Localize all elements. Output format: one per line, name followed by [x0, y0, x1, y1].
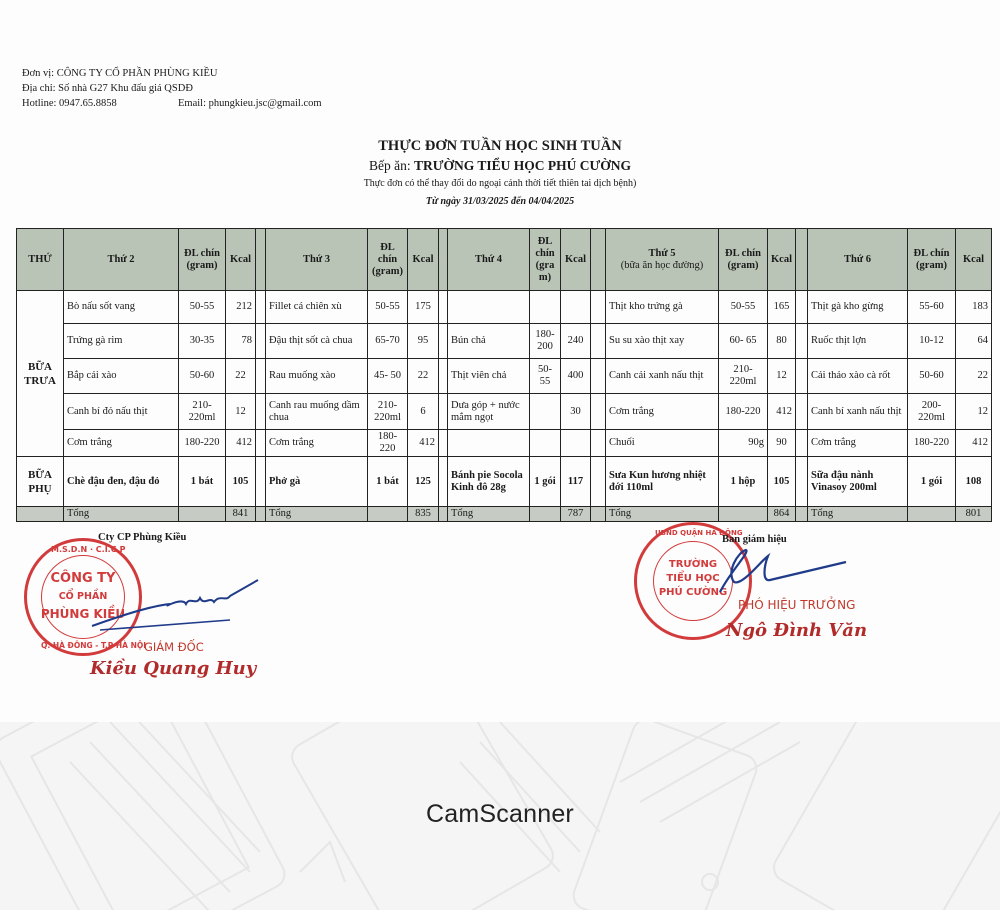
- col-header-thu: THỨ: [17, 229, 64, 291]
- table-row: [17, 359, 992, 394]
- dl-cell: 50-55: [368, 291, 408, 324]
- kcal-cell: 212: [226, 291, 256, 324]
- vice-principal-name: Ngô Đình Văn: [726, 620, 868, 641]
- col-header-day: Thứ 4: [448, 229, 530, 291]
- spacer-cell: [796, 324, 808, 359]
- dl-cell: 50-60: [179, 359, 226, 394]
- spacer-cell: [796, 394, 808, 430]
- kcal-cell: 30: [561, 394, 591, 430]
- col-header-dl: ĐL chín (gram): [908, 229, 956, 291]
- spacer-cell: [439, 430, 448, 457]
- dl-cell: 50-60: [908, 359, 956, 394]
- total-kcal: 787: [561, 507, 591, 522]
- col-header-day: [606, 229, 719, 291]
- kcal-cell: 95: [408, 324, 439, 359]
- dl-cell: 90g: [719, 430, 768, 457]
- total-blank: [179, 507, 226, 522]
- stamp-line: CỔ PHẦN: [58, 591, 108, 602]
- day-name: Thứ 5: [648, 247, 676, 259]
- spacer-cell: [256, 324, 266, 359]
- kitchen-line: [0, 158, 1000, 174]
- dish-cell: Trứng gà rim: [64, 324, 179, 359]
- org-email: Email: phungkieu.jsc@gmail.com: [178, 98, 322, 109]
- spacer-cell: [591, 457, 606, 507]
- spacer-cell: [591, 324, 606, 359]
- kcal-cell: 12: [768, 359, 796, 394]
- col-header-day: Thứ 2: [64, 229, 179, 291]
- dish-cell: Canh bí xanh nấu thịt: [808, 394, 908, 430]
- signature-scribble-icon: [90, 566, 260, 636]
- spacer-cell: [439, 457, 448, 507]
- table-row: [17, 324, 992, 359]
- spacer-cell: [439, 324, 448, 359]
- col-header-dl: ĐL chín (gram): [368, 229, 408, 291]
- stamp-ring-top: UBND QUẬN HÀ ĐÔNG: [655, 529, 743, 537]
- dl-cell: 180-220: [179, 430, 226, 457]
- total-label: Tổng: [808, 507, 908, 522]
- spacer-cell: [796, 507, 808, 522]
- total-kcal: 841: [226, 507, 256, 522]
- dish-cell: Bắp cải xào: [64, 359, 179, 394]
- col-header-kcal: Kcal: [956, 229, 992, 291]
- dish-cell: Cơm trắng: [266, 430, 368, 457]
- spacer-cell: [439, 291, 448, 324]
- dish-cell: Bánh pie Socola Kinh đô 28g: [448, 457, 530, 507]
- col-header-day: Thứ 3: [266, 229, 368, 291]
- camscanner-watermark-footer: [0, 722, 1000, 910]
- director-title: GIÁM ĐỐC: [144, 640, 204, 654]
- col-header-dl: ĐL chín (gram): [179, 229, 226, 291]
- dl-cell: 180-200: [530, 324, 561, 359]
- dl-cell: 45- 50: [368, 359, 408, 394]
- dl-cell: 210-220ml: [719, 359, 768, 394]
- total-kcal: 801: [956, 507, 992, 522]
- dl-cell: 180-220: [908, 430, 956, 457]
- spacer-cell: [256, 394, 266, 430]
- dl-cell: 210-220ml: [368, 394, 408, 430]
- dish-cell: Thịt kho trứng gà: [606, 291, 719, 324]
- dish-cell: Sưa Kun hương nhiệt đới 110ml: [606, 457, 719, 507]
- school-signature-block: [620, 522, 920, 672]
- dl-cell: 180-220: [368, 430, 408, 457]
- dl-cell: 1 bát: [179, 457, 226, 507]
- kcal-cell: 240: [561, 324, 591, 359]
- stamp-line: CÔNG TY: [50, 571, 116, 586]
- col-header-kcal: Kcal: [768, 229, 796, 291]
- meal-label-lunch: BỮA TRƯA: [17, 291, 64, 457]
- dish-cell: Dưa góp + nước mắm ngọt: [448, 394, 530, 430]
- kcal-cell: 412: [408, 430, 439, 457]
- spacer-cell: [591, 394, 606, 430]
- table-row-snack: [17, 457, 992, 507]
- spacer-col: [796, 229, 808, 291]
- dl-cell: 65-70: [368, 324, 408, 359]
- dl-cell: 200-220ml: [908, 394, 956, 430]
- kcal-cell: 78: [226, 324, 256, 359]
- kcal-cell: 22: [226, 359, 256, 394]
- dl-cell: 10-12: [908, 324, 956, 359]
- spacer-cell: [591, 507, 606, 522]
- dish-cell: Ruốc thịt lợn: [808, 324, 908, 359]
- org-unit: Đơn vị: CÔNG TY CỔ PHẦN PHÙNG KIỀU: [22, 68, 218, 79]
- camscanner-brand: CamScanner: [426, 800, 574, 828]
- dl-cell: [530, 394, 561, 430]
- kitchen-name: TRƯỜNG TIỂU HỌC PHÚ CƯỜNG: [413, 158, 631, 173]
- dish-cell: Rau muống xào: [266, 359, 368, 394]
- dish-cell: Canh cải xanh nấu thịt: [606, 359, 719, 394]
- spacer-cell: [591, 359, 606, 394]
- total-blank: [530, 507, 561, 522]
- kcal-cell: 108: [956, 457, 992, 507]
- company-label: Cty CP Phùng Kiều: [98, 532, 187, 543]
- kitchen-prefix: Bếp ăn:: [368, 158, 414, 173]
- kcal-cell: 412: [768, 394, 796, 430]
- dish-cell: Thịt viên chả: [448, 359, 530, 394]
- school-label: Ban giám hiệu: [722, 534, 787, 545]
- meal-label-snack: BỮA PHỤ: [17, 457, 64, 507]
- dl-cell: 50-55: [530, 359, 561, 394]
- col-header-dl: ĐL chín (gram): [719, 229, 768, 291]
- dish-cell: Cải thảo xào cà rốt: [808, 359, 908, 394]
- kcal-cell: 90: [768, 430, 796, 457]
- spacer-cell: [256, 291, 266, 324]
- dish-cell: Thịt gà kho gừng: [808, 291, 908, 324]
- spacer-cell: [796, 359, 808, 394]
- org-address: Địa chỉ: Số nhà G27 Khu đấu giá QSDĐ: [22, 83, 193, 94]
- total-label: Tổng: [266, 507, 368, 522]
- stamp-line: TRƯỜNG: [668, 559, 718, 570]
- kcal-cell: 105: [226, 457, 256, 507]
- total-blank: [719, 507, 768, 522]
- col-header-dl: ĐL chín (gra m): [530, 229, 561, 291]
- dl-cell: 55-60: [908, 291, 956, 324]
- total-label: Tổng: [606, 507, 719, 522]
- dish-cell: Chuối: [606, 430, 719, 457]
- table-row: [17, 430, 992, 457]
- company-signature-block: [20, 530, 280, 700]
- dl-cell: 180-220: [719, 394, 768, 430]
- dl-cell: 1 hộp: [719, 457, 768, 507]
- kcal-cell: 6: [408, 394, 439, 430]
- dish-cell: Su su xào thịt xay: [606, 324, 719, 359]
- kcal-cell: 165: [768, 291, 796, 324]
- dish-cell: [448, 430, 530, 457]
- organization-info: [22, 66, 322, 111]
- spacer-col: [591, 229, 606, 291]
- date-range: Từ ngày 31/03/2025 đến 04/04/2025: [425, 196, 575, 207]
- dish-cell: Chè đậu đen, đậu đỏ: [64, 457, 179, 507]
- vice-principal-title: PHÓ HIỆU TRƯỞNG: [738, 598, 856, 612]
- dl-cell: 210-220ml: [179, 394, 226, 430]
- stamp-ring-bottom: Q. HÀ ĐÔNG - T.P HÀ NỘI: [41, 641, 147, 650]
- total-blank: [17, 507, 64, 522]
- dish-cell: Sữa đậu nành Vinasoy 200ml: [808, 457, 908, 507]
- dl-cell: 1 bát: [368, 457, 408, 507]
- dish-cell: Cơm trắng: [64, 430, 179, 457]
- dl-cell: [530, 430, 561, 457]
- dish-cell: Bò nấu sốt vang: [64, 291, 179, 324]
- kcal-cell: 12: [226, 394, 256, 430]
- total-label: Tổng: [448, 507, 530, 522]
- kcal-cell: 12: [956, 394, 992, 430]
- table-row: [17, 394, 992, 430]
- stamp-line: PHÚ CƯỜNG: [658, 587, 728, 598]
- kcal-cell: [561, 291, 591, 324]
- kcal-cell: 117: [561, 457, 591, 507]
- kcal-cell: 80: [768, 324, 796, 359]
- spacer-col: [256, 229, 266, 291]
- dish-cell: Canh bí đỏ nấu thịt: [64, 394, 179, 430]
- director-name: Kiều Quang Huy: [90, 658, 257, 679]
- stamp-line: TIỂU HỌC: [666, 573, 720, 584]
- dish-cell: Bún chả: [448, 324, 530, 359]
- menu-note: Thực đơn có thể thay đổi do ngoại cảnh thời tiết thiên tai dịch bệnh): [363, 178, 637, 189]
- col-header-kcal: Kcal: [226, 229, 256, 291]
- total-blank: [908, 507, 956, 522]
- total-label: Tổng: [64, 507, 179, 522]
- stamp-line: PHÙNG KIỀU: [40, 607, 126, 621]
- kcal-cell: 22: [408, 359, 439, 394]
- total-blank: [368, 507, 408, 522]
- table-header-row: [17, 229, 992, 291]
- dish-cell: Cơm trắng: [606, 394, 719, 430]
- dish-cell: Cơm trắng: [808, 430, 908, 457]
- document-title: THỰC ĐƠN TUẦN HỌC SINH TUẦN: [378, 138, 622, 154]
- dl-cell: 1 gói: [530, 457, 561, 507]
- spacer-cell: [591, 291, 606, 324]
- dish-cell: Canh rau muống dầm chua: [266, 394, 368, 430]
- spacer-cell: [256, 507, 266, 522]
- dl-cell: 50-55: [719, 291, 768, 324]
- spacer-cell: [796, 291, 808, 324]
- spacer-cell: [796, 430, 808, 457]
- spacer-cell: [439, 507, 448, 522]
- spacer-col: [439, 229, 448, 291]
- dl-cell: 60- 65: [719, 324, 768, 359]
- col-header-day: Thứ 6: [808, 229, 908, 291]
- spacer-cell: [256, 457, 266, 507]
- kcal-cell: 400: [561, 359, 591, 394]
- dl-cell: [530, 291, 561, 324]
- signature-scribble-icon: [690, 542, 850, 602]
- kcal-cell: 22: [956, 359, 992, 394]
- kcal-cell: 183: [956, 291, 992, 324]
- table-row-total: [17, 507, 992, 522]
- dl-cell: 1 gói: [908, 457, 956, 507]
- kcal-cell: 125: [408, 457, 439, 507]
- kcal-cell: 412: [956, 430, 992, 457]
- dl-cell: 30-35: [179, 324, 226, 359]
- spacer-cell: [439, 359, 448, 394]
- kcal-cell: 64: [956, 324, 992, 359]
- spacer-cell: [256, 359, 266, 394]
- kcal-cell: 412: [226, 430, 256, 457]
- org-hotline: Hotline: 0947.65.8858: [22, 98, 117, 109]
- total-kcal: 864: [768, 507, 796, 522]
- spacer-cell: [591, 430, 606, 457]
- spacer-cell: [796, 457, 808, 507]
- spacer-cell: [256, 430, 266, 457]
- kcal-cell: 105: [768, 457, 796, 507]
- dl-cell: 50-55: [179, 291, 226, 324]
- total-kcal: 835: [408, 507, 439, 522]
- day-subtitle: (bữa ăn học đường): [620, 259, 704, 271]
- dish-cell: [448, 291, 530, 324]
- weekly-menu-table: [16, 228, 992, 522]
- stamp-ring-top: M.S.D.N · C.I.C.P: [51, 545, 126, 554]
- dish-cell: Phở gà: [266, 457, 368, 507]
- dish-cell: Fillet cá chiên xù: [266, 291, 368, 324]
- dish-cell: Đậu thịt sốt cà chua: [266, 324, 368, 359]
- col-header-kcal: Kcal: [408, 229, 439, 291]
- table-row: [17, 291, 992, 324]
- kcal-cell: 175: [408, 291, 439, 324]
- col-header-kcal: Kcal: [561, 229, 591, 291]
- kcal-cell: [561, 430, 591, 457]
- spacer-cell: [439, 394, 448, 430]
